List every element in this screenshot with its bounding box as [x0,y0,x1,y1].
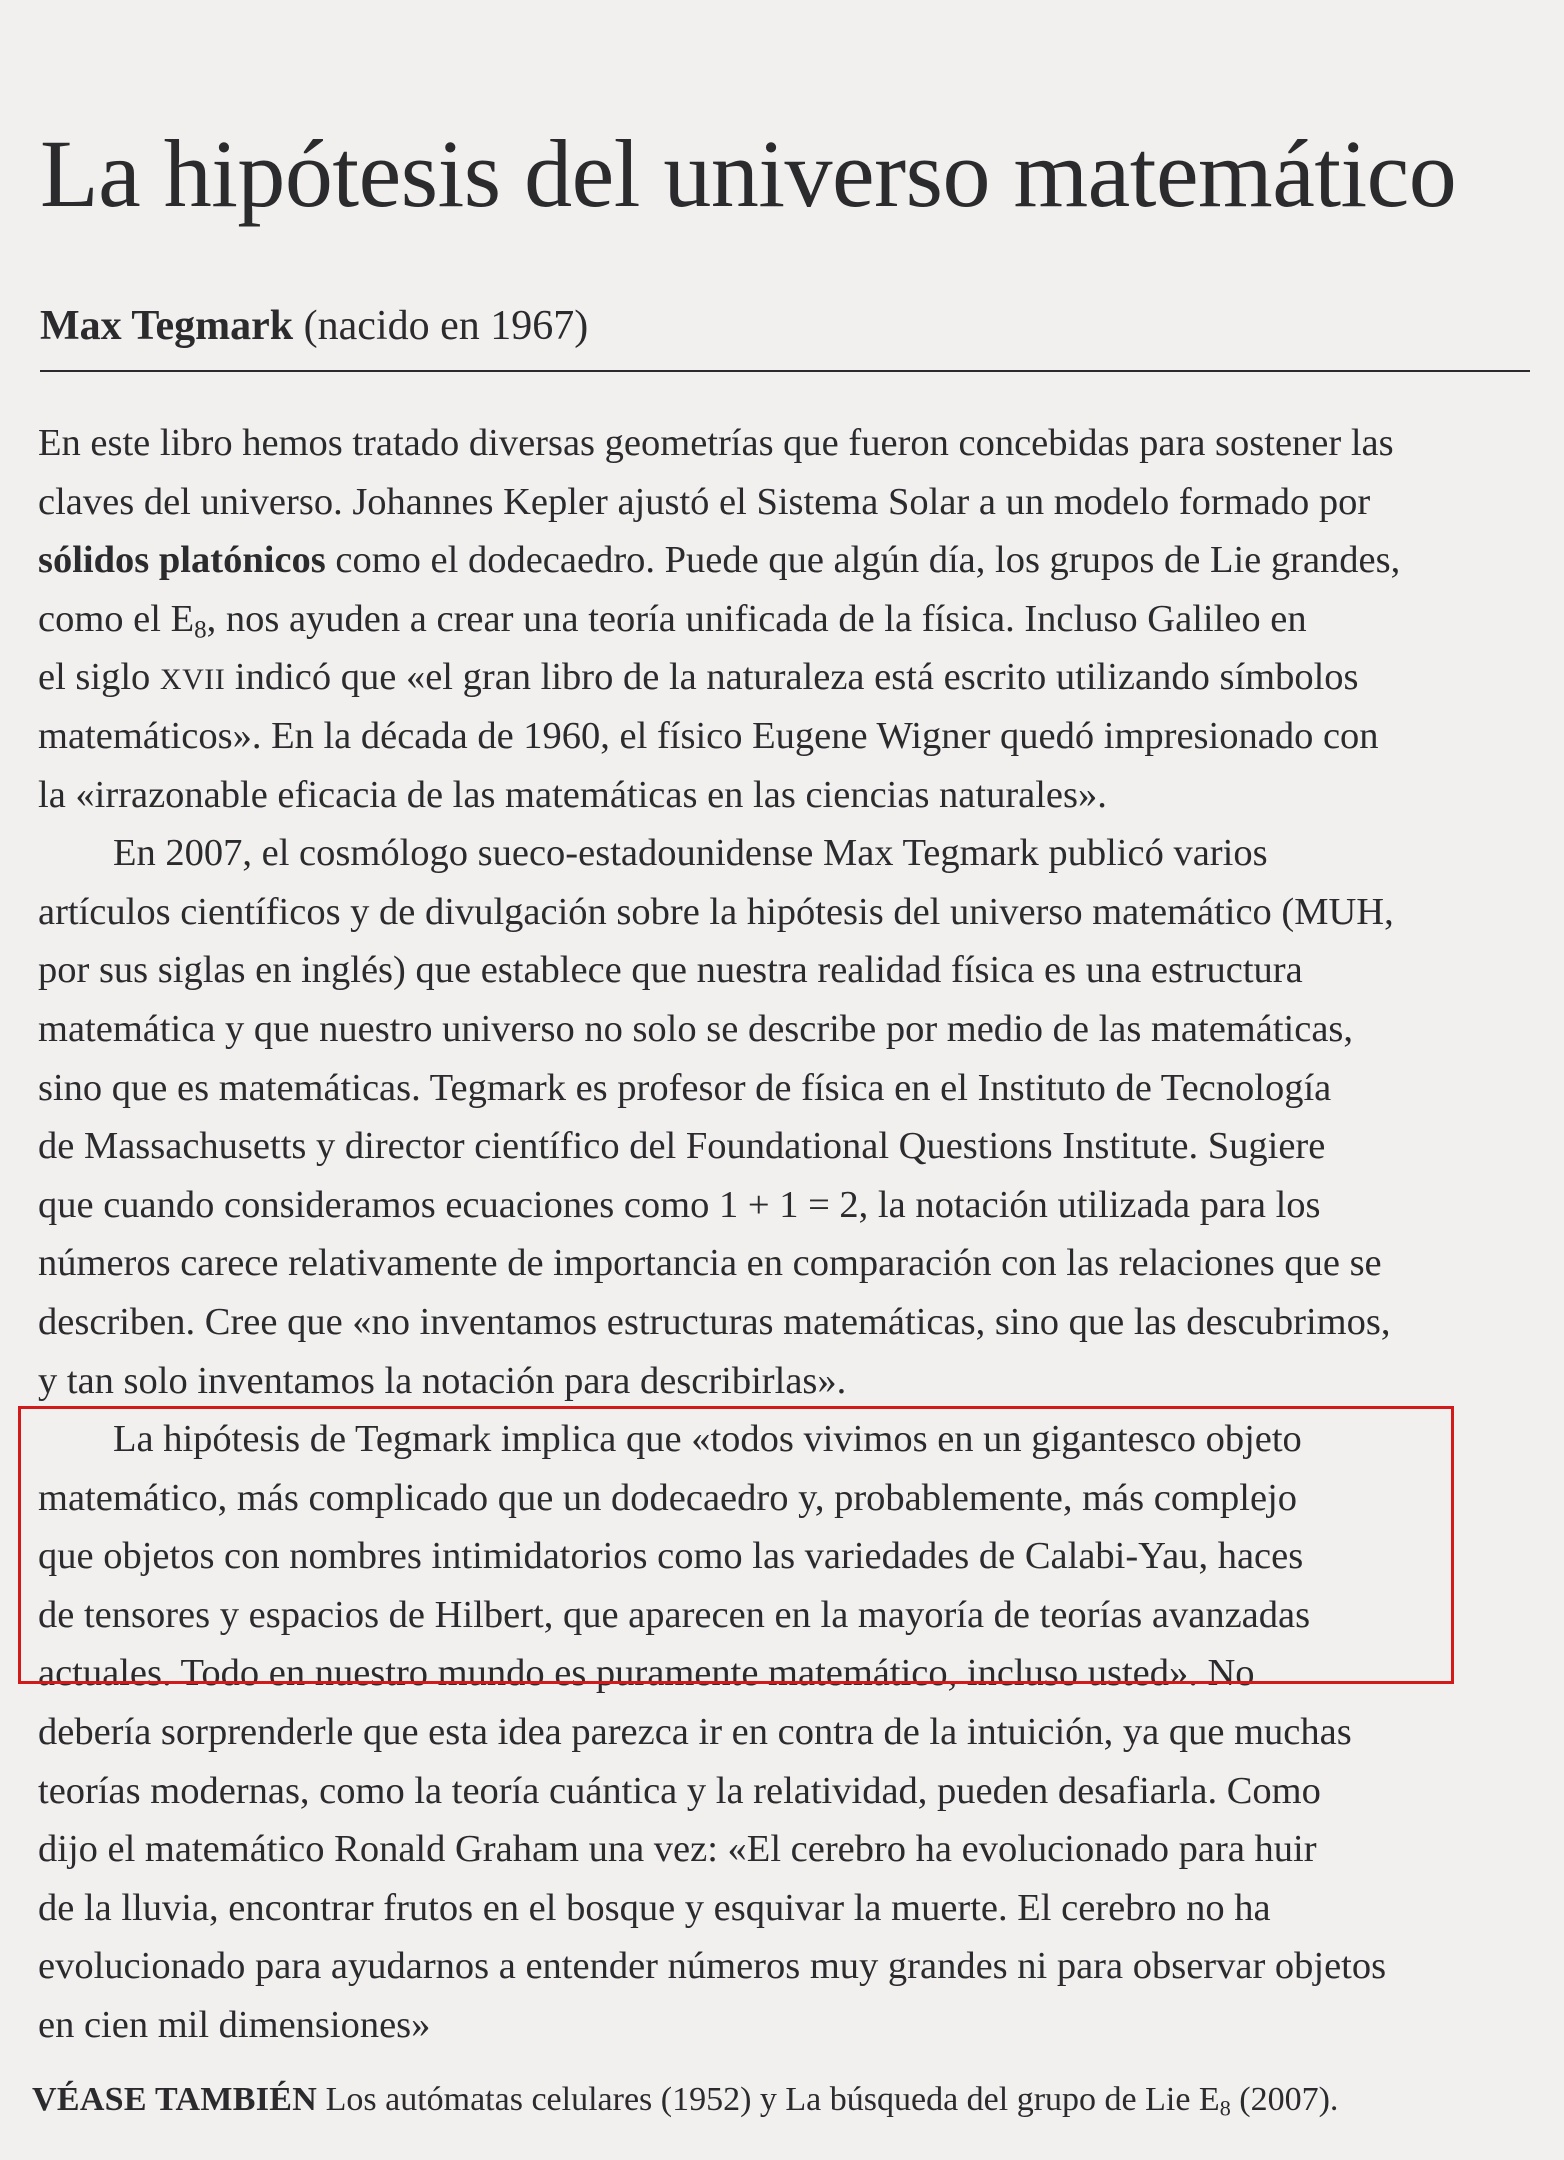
text-span: de la lluvia, encontrar frutos en el bosque y esquivar la muerte. El cerebro no ha [38,1886,1271,1929]
text-span: como el dodecaedro. Puede que algún día, los grupos de Lie grandes, [325,539,1401,582]
small-caps-century: XVII [159,663,226,697]
text-span: que objetos con nombres intimidatorios como las variedades de Calabi-Yau, haces [38,1535,1304,1578]
text-span: dijo el matemático Ronald Graham una vez: «El cerebro ha evolucionado para huir [38,1828,1317,1871]
text-line [38,1293,1400,1352]
text-line [38,414,1400,473]
text-line [38,1352,1400,1411]
text-span: como el E [38,597,195,640]
text-span: que cuando consideramos ecuaciones como 1 + 1 = 2, la notación utilizada para los [38,1183,1321,1226]
text-span: En este libro hemos tratado diversas geometrías que fueron concebidas para sostener las [38,422,1394,464]
text-span: , nos ayuden a crear una teoría unificada de la física. Incluso Galileo en [206,597,1307,640]
text-line [38,1937,1400,1996]
text-line [38,648,1400,707]
text-span: sino que es matemáticas. Tegmark es profesor de física en el Instituto de Tecnología [38,1066,1332,1109]
text-span: la «irrazonable eficacia de las matemáticas en las ciencias naturales». [38,773,1107,816]
text-line [38,941,1400,1000]
text-line [38,1117,1400,1176]
text-line [38,824,1400,883]
text-line [38,766,1400,825]
text-line [38,1762,1400,1821]
see-also [32,2078,1338,2122]
article-body [38,414,1400,2055]
text-line [38,1000,1400,1059]
text-span: de Massachusetts y director científico del Foundational Questions Institute. Sugiere [38,1125,1326,1168]
text-span: La hipótesis de Tegmark implica que «todos vivimos en un gigantesco objeto [113,1418,1302,1461]
text-line [38,707,1400,766]
text-line [38,531,1400,590]
bold-term: sólidos platónicos [38,539,326,582]
author-dates: (nacido en 1967) [303,303,589,349]
see-also-text: Los autómatas celulares (1952) y La búsqueda del grupo de Lie E [317,2081,1220,2118]
text-span: en cien mil dimensiones» [38,2004,431,2047]
text-span: claves del universo. Johannes Kepler ajustó el Sistema Solar a un modelo formado por [38,480,1371,523]
text-line [38,1996,1400,2055]
subscript: 8 [1219,2095,1231,2121]
text-span: describen. Cree que «no inventamos estructuras matemáticas, sino que las descubrimos, [38,1300,1391,1343]
text-span: actuales. Todo en nuestro mundo es puramente matemático, incluso usted». No [38,1652,1255,1695]
text-span: números carece relativamente de importancia en comparación con las relaciones que se [38,1242,1382,1285]
text-span: artículos científicos y de divulgación sobre la hipótesis del universo matemático (MUH, [38,890,1394,933]
text-span: En 2007, el cosmólogo sueco-estadounidense Max Tegmark publicó varios [113,832,1268,875]
author-byline [40,300,588,352]
text-span: matemática y que nuestro universo no solo se describe por medio de las matemáticas, [38,1007,1354,1050]
text-line [38,1059,1400,1118]
header-divider [40,370,1530,372]
text-line [38,1176,1400,1235]
page-title: La hipótesis del universo matemático [40,120,1457,227]
text-span: por sus siglas en inglés) que establece que nuestra realidad física es una estructura [38,949,1303,992]
see-also-label: VÉASE TAMBIÉN [32,2081,318,2118]
text-span: el siglo [38,656,160,699]
text-span: matemático, más complicado que un dodecaedro y, probablemente, más complejo [38,1476,1298,1519]
see-also-text-end: (2007). [1230,2081,1339,2118]
text-line [38,1820,1400,1879]
text-span: evolucionado para ayudarnos a entender números muy grandes ni para observar objetos [38,1945,1387,1988]
author-name: Max Tegmark [40,303,294,349]
text-span: teorías modernas, como la teoría cuántica y la relatividad, pueden desafiarla. Como [38,1769,1321,1812]
text-span: y tan solo inventamos la notación para describirlas». [38,1359,847,1402]
text-line [38,590,1400,649]
text-line [38,1879,1400,1938]
highlight-box [18,1406,1454,1684]
text-line [38,1234,1400,1293]
text-line [38,1703,1400,1762]
text-span: indicó que «el gran libro de la naturaleza está escrito utilizando símbolos [225,656,1359,699]
text-line [38,883,1400,942]
text-line [38,473,1400,532]
text-span: de tensores y espacios de Hilbert, que aparecen en la mayoría de teorías avanzadas [38,1593,1311,1636]
subscript: 8 [194,616,207,644]
text-span: debería sorprenderle que esta idea parezca ir en contra de la intuición, ya que muchas [38,1711,1352,1754]
text-span: matemáticos». En la década de 1960, el físico Eugene Wigner quedó impresionado con [38,714,1379,757]
